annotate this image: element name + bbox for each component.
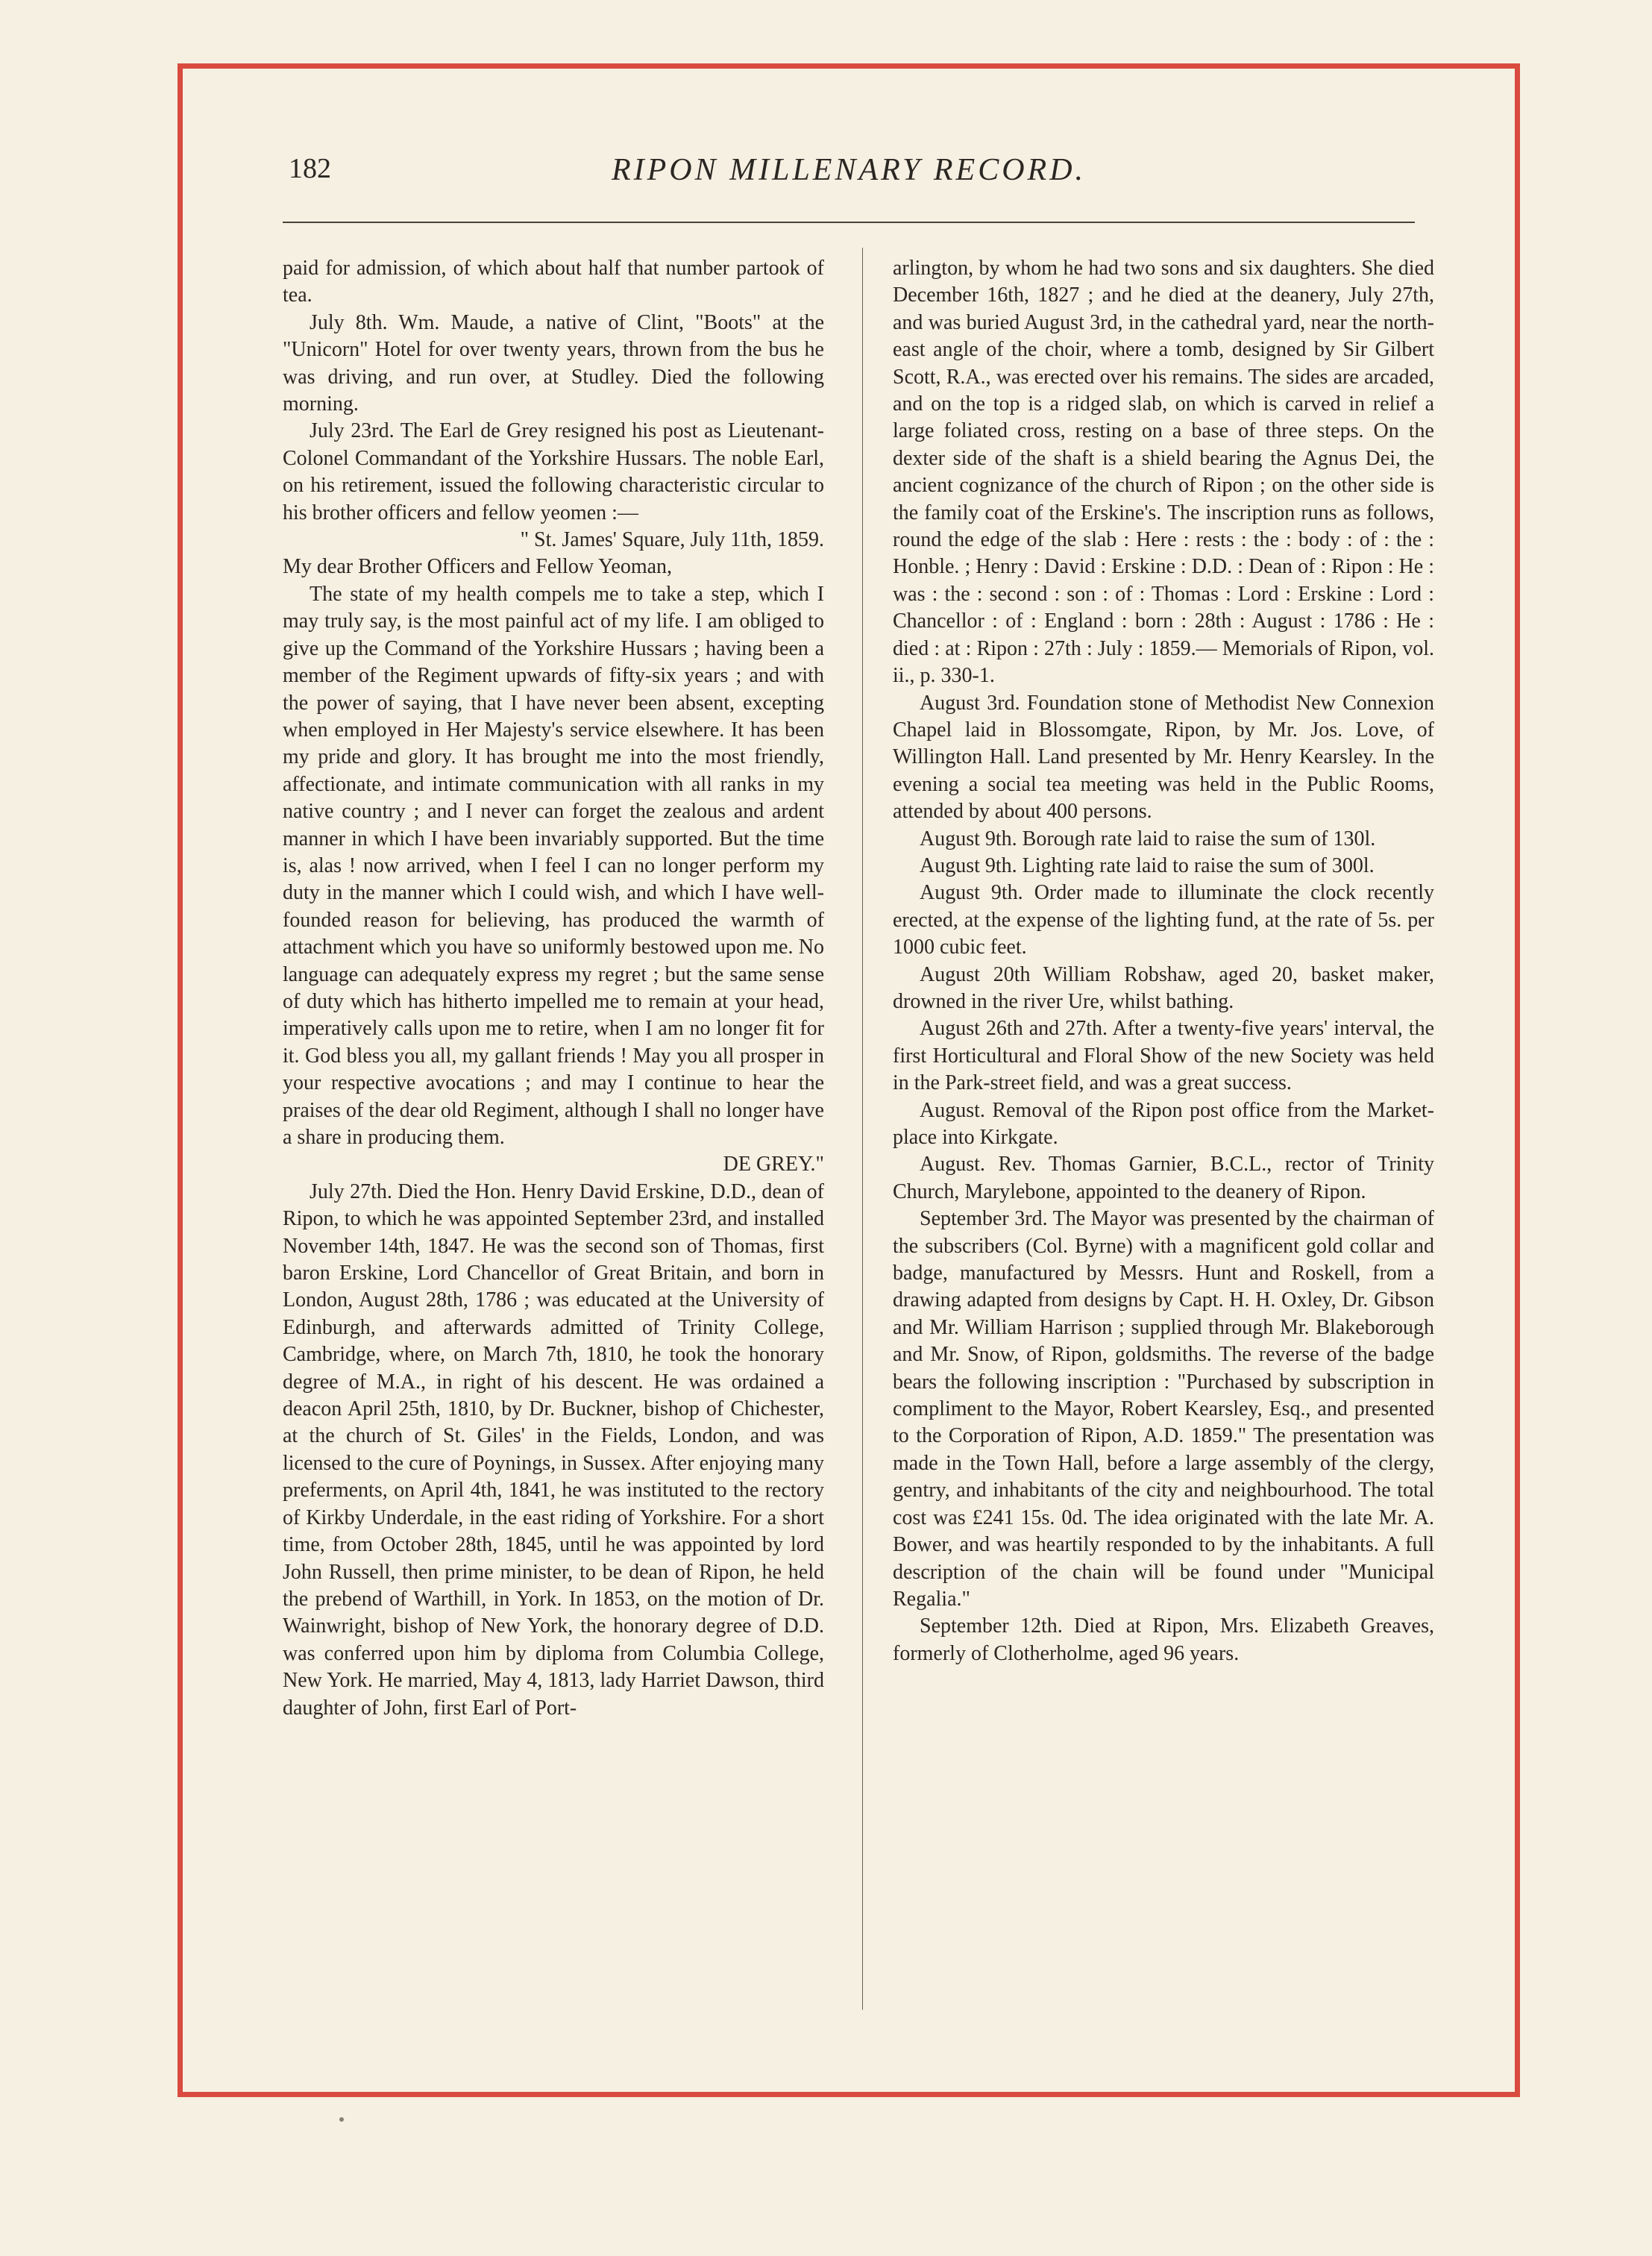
paragraph: August 9th. Order made to illuminate the clock recently erected, at the expense of the lighting fund, at the rate of 5s. per 1000 cubic feet.: [893, 881, 1434, 959]
left-column: [283, 255, 824, 1722]
paragraph: August 9th. Lighting rate laid to raise the sum of 300l.: [920, 853, 1375, 877]
paragraph: July 23rd. The Earl de Grey resigned his post as Lieutenant-Colonel Commandant of the Yorkshire Hussars. The noble Earl, on his retirement, issued the following characteristic circular to his brother officers and fellow yeomen :—: [283, 419, 824, 524]
paragraph: paid for admission, of which about half that number partook of tea.: [283, 257, 824, 307]
letter-body: The state of my health compels me to take a step, which I may truly say, is the most painful act of my life. I am obliged to give up the Command of the Yorkshire Hussars ; having been a member of the Regiment upwards of fifty-six years ; and with the power of saying, that I have never been absent, excepting when employed in Her Majesty's service elsewhere. It has been my pride and glory. It has brought me into the most friendly, affectionate, and intimate communication with all ranks in my native country ; and I never can forget the zealous and ardent manner in which I have been invariably supported. But the time is, alas ! now arrived, when I feel I can no longer perform my duty in the manner which I could wish, and which I have well-founded reason for believing, has produced the warmth of attachment which you have so uniformly bestowed upon me. No language can adequately express my regret ; but the same sense of duty which has hitherto impelled me to remain at your head, imperatively calls upon me to retire, when I am no longer fit for it. God bless you all, my gallant friends ! May you all prosper in your respective avocations ; and may I continue to hear the praises of the dear old Regiment, although I shall no longer have a share in producing them.: [283, 582, 824, 1149]
paragraph: August 20th William Robshaw, aged 20, basket maker, drowned in the river Ure, whilst bathing.: [893, 962, 1434, 1013]
paragraph: August 26th and 27th. After a twenty-five years' interval, the first Horticultural and Floral Show of the new Society was held in the Park-street field, and was a great success.: [893, 1017, 1434, 1095]
running-title: RIPON MILLENARY RECORD.: [611, 153, 1087, 187]
page-header: [183, 152, 1515, 212]
column-divider: [862, 248, 863, 2010]
letter-salutation: My dear Brother Officers and Fellow Yeoman,: [283, 555, 673, 579]
paper-speck: [339, 2117, 344, 2122]
letter-signature: DE GREY.": [723, 1153, 824, 1176]
header-rule: [283, 222, 1415, 223]
right-column: [893, 255, 1434, 1667]
paragraph: August. Removal of the Ripon post office from the Market-place into Kirkgate.: [893, 1098, 1434, 1149]
paragraph: September 12th. Died at Ripon, Mrs. Elizabeth Greaves, formerly of Clotherholme, aged 96 years.: [893, 1614, 1434, 1665]
paragraph: July 27th. Died the Hon. Henry David Erskine, D.D., dean of Ripon, to which he was appointed September 23rd, and installed November 14th, 1847. He was the second son of Thomas, first baron Erskine, Lord Chancellor of Great Britain, and born in London, August 28th, 1786 ; was educated at the University of Edinburgh, and afterwards admitted of Trinity College, Cambridge, where, on March 7th, 1810, he took the honorary degree of M.A., in right of his descent. He was ordained a deacon April 25th, 1810, by Dr. Buckner, bishop of Chichester, at the church of St. Giles' in the Fields, London, and was licensed to the cure of Poynings, in Sussex. After enjoying many preferments, on April 4th, 1841, he was instituted to the rectory of Kirkby Underdale, in the east riding of Yorkshire. For a short time, from October 28th, 1845, until he was appointed by lord John Russell, then prime minister, to be dean of Ripon, he held the prebend of Warthill, in York. In 1853, on the motion of Dr. Wainwright, bishop of New York, the honorary degree of D.D. was conferred upon him by diploma from Columbia College, New York. He married, May 4, 1813, lady Harriet Dawson, third daughter of John, first Earl of Port-: [283, 1179, 824, 1720]
paragraph: September 3rd. The Mayor was presented by the chairman of the subscribers (Col. Byrne) with a magnificent gold collar and badge, manufactured by Messrs. Hunt and Roskell, from a drawing adapted from designs by Capt. H. H. Oxley, Dr. Gibson and Mr. William Harrison ; supplied through Mr. Blakeborough and Mr. Snow, of Ripon, goldsmiths. The reverse of the badge bears the following inscription : "Purchased by subscription in compliment to the Mayor, Robert Kearsley, Esq., and presented to the Corporation of Ripon, A.D. 1859." The presentation was made in the Town Hall, before a large assembly of the clergy, gentry, and inhabitants of the city and neighbourhood. The total cost was £241 15s. 0d. The idea originated with the late Mr. A. Bower, and was heartily responded to by the inhabitants. A full description of the chain will be found under "Municipal Regalia.": [893, 1207, 1434, 1611]
paragraph: August 9th. Borough rate laid to raise the sum of 130l.: [920, 827, 1376, 850]
page-number: 182: [289, 153, 331, 184]
paragraph: arlington, by whom he had two sons and six daughters. She died December 16th, 1827 ; and he died at the deanery, July 27th, and was buried August 3rd, in the cathedral yard, near the north-east angle of the choir, where a tomb, designed by Sir Gilbert Scott, R.A., was erected over his remains. The sides are arcaded, and on the top is a ridged slab, on which is carved in relief a large foliated cross, resting on a base of three steps. On the dexter side of the shaft is a shield bearing the Agnus Dei, the ancient cognizance of the church of Ripon ; on the other side is the family coat of the Erskine's. The inscription runs as follows, round the edge of the slab : Here : rests : the : body : of : the : Honble. ; Henry : David : Erskine : D.D. : Dean of : Ripon : He : was : the : second : son : of : Thomas : Lord : Erskine : Lord : Chancellor : of : England : born : 28th : August : 1786 : He : died : at : Ripon : 27th : July : 1859.— Memorials of Ripon, vol. ii., p. 330-1.: [893, 257, 1434, 688]
paragraph: August 3rd. Foundation stone of Methodist New Connexion Chapel laid in Blossomgate, Ripon, by Mr. Jos. Love, of Willington Hall. Land presented by Mr. Henry Kearsley. In the evening a social tea meeting was held in the Public Rooms, attended by about 400 persons.: [893, 691, 1434, 824]
page-border: [178, 63, 1520, 2097]
letter-dateline: " St. James' Square, July 11th, 1859.: [520, 528, 824, 552]
paragraph: July 8th. Wm. Maude, a native of Clint, "Boots" at the "Unicorn" Hotel for over twenty years, thrown from the bus he was driving, and run over, at Studley. Died the following morning.: [283, 310, 824, 416]
paragraph: August. Rev. Thomas Garnier, B.C.L., rector of Trinity Church, Marylebone, appointed to the deanery of Ripon.: [893, 1153, 1434, 1203]
